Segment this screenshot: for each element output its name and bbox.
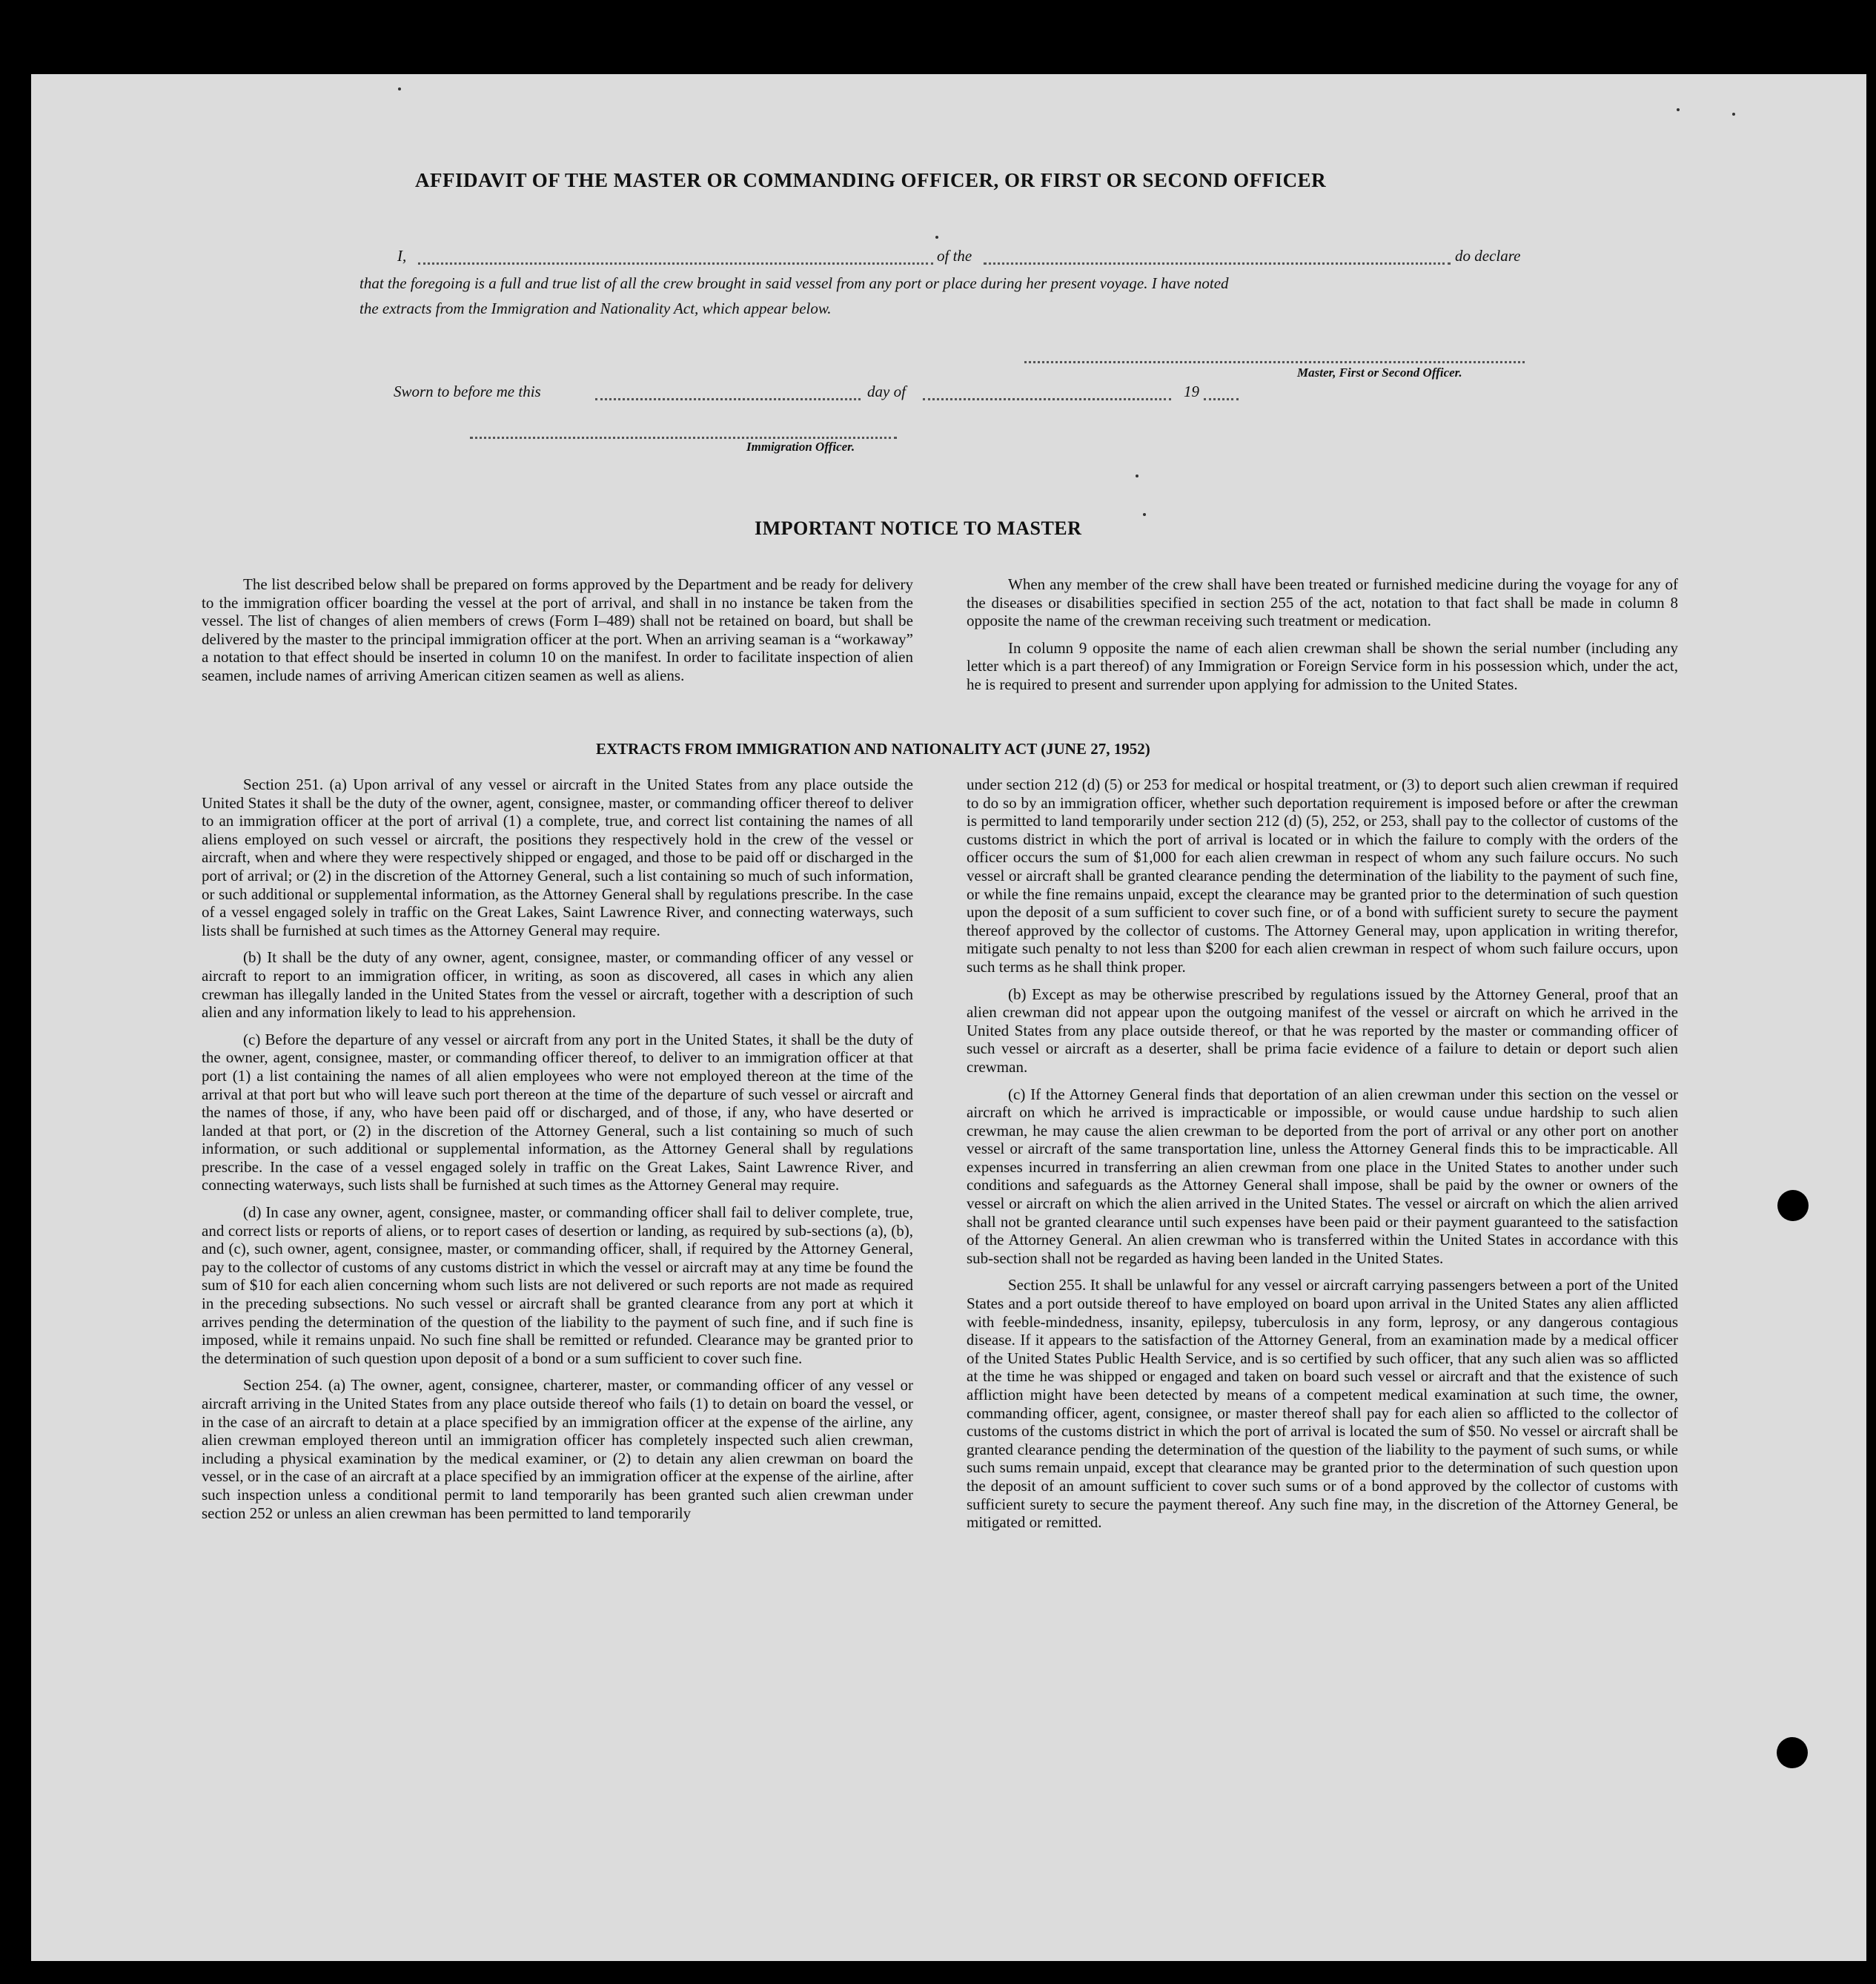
punch-hole bbox=[1777, 1190, 1809, 1221]
extracts-right-column bbox=[967, 776, 1678, 1541]
of-the-label: of the bbox=[937, 247, 972, 265]
notice-right-column bbox=[967, 575, 1678, 703]
punch-hole bbox=[1777, 1737, 1808, 1768]
notice-right-paragraph: In column 9 opposite the name of each alien crewman shall be shown the serial number (including any letter which is a part thereof) of any Immigration or Foreign Service form in his possession which, under the act, he is required to present and surrender upon applying for admission to the United States. bbox=[967, 638, 1678, 693]
extract-paragraph: (c) If the Attorney General finds that deportation of an alien crewman under this section on the vessel or aircraft on which he arrived is impracticable or impossible, or would cause undue hardship to such alien crewman, he may cause the alien crewman to be deported from the port of arrival or any other port on another vessel or aircraft of the same transportation line, unless the Attorney General finds this to be impracticable. All expenses incurred in transferring an alien crewman from one place in the United States to another under such conditions and safeguards as the Attorney General shall impose, shall be paid by the owner or owners of the vessel or aircraft on which the alien arrived in the United States. The vessel or aircraft on which the alien arrived shall not be granted clearance until such expenses have been paid or their payment guaranteed to the satisfaction of the Attorney General. An alien crewman who is transferred within the United States in accordance with this sub-section shall not be regarded as having been landed in the United States. bbox=[967, 1085, 1678, 1267]
extract-paragraph: Section 255. It shall be unlawful for any vessel or aircraft carrying passengers between a port of the United States and a port outside thereof to have employed on board upon arrival in the United States any alien afflicted with feeble-mindedness, insanity, epilepsy, tuberculosis in any form, leprosy, or any dangerous contagious disease. If it appears to the satisfaction of the Attorney General, from an examination made by a medical officer of the United States Public Health Service, and is so certified by such officer, that any such alien was so afflicted at the time he was shipped or engaged and taken on board such vessel or aircraft and that the existence of such affliction might have been detected by means of a competent medical examination at such time, the owner, commanding officer, agent, consignee, or master thereof shall pay for each alien so afflicted to the collector of customs of the customs district in which the port of arrival is located the sum of $50. No vessel or aircraft shall be granted clearance pending the determination of the question of the liability to the payment of such sums, or while such sums remain unpaid, except that clearance may be granted prior to the determination of such question upon the deposit of an amount sufficient to cover such sums or of a bond approved by the collector of customs with sufficient surety to secure the payment thereof. Any such fine may, in the discretion of the Attorney General, be mitigated or remitted. bbox=[967, 1276, 1678, 1532]
sworn-month-field[interactable] bbox=[923, 398, 1171, 400]
year-prefix: 19 bbox=[1184, 383, 1199, 400]
extracts-left-column bbox=[202, 776, 913, 1531]
extract-paragraph: (b) Except as may be otherwise prescribed by regulations issued by the Attorney General, proof that an alien crewman did not appear upon the outgoing manifest of the vessel or aircraft on which he arrived in the United States from any place outside thereof, or that he was reported by the master or commanding officer of such vessel or aircraft as a deserter, shall be prima facie evidence of a failure to detain or deport such alien crewman. bbox=[967, 985, 1678, 1076]
declare-i-label: I, bbox=[397, 247, 407, 265]
sworn-day-field[interactable] bbox=[595, 398, 861, 400]
sworn-label: Sworn to before me this bbox=[394, 383, 541, 400]
sworn-year-field[interactable] bbox=[1204, 398, 1239, 400]
affidavit-title: AFFIDAVIT OF THE MASTER OR COMMANDING OFFICER, OR FIRST OR SECOND OFFICER bbox=[415, 169, 1327, 191]
scan-speck bbox=[1136, 474, 1138, 477]
immigration-officer-label: Immigration Officer. bbox=[746, 440, 855, 454]
master-signature-line[interactable] bbox=[1024, 361, 1525, 363]
day-of-label: day of bbox=[867, 383, 906, 400]
extract-paragraph: (b) It shall be the duty of any owner, agent, consignee, master, or commanding officer of any vessel or aircraft to report to an immigration officer, in writing, as soon as discovered, all cases in which any alien crewman has illegally landed in the United States from the vessel or aircraft, together with a description of such alien and any information likely to lead to his apprehension. bbox=[202, 948, 913, 1022]
declaration-line-3: the extracts from the Immigration and Nationality Act, which appear below. bbox=[359, 300, 832, 317]
master-signature-label: Master, First or Second Officer. bbox=[1297, 366, 1462, 380]
notice-title: IMPORTANT NOTICE TO MASTER bbox=[755, 518, 1082, 539]
extract-paragraph: (d) In case any owner, agent, consignee, master, or commanding officer shall fail to deliver complete, true, and correct lists or reports of aliens, or to report cases of desertion or landing, as required by sub-sections (a), (b), and (c), such owner, agent, consignee, master, or commanding officer, shall, if required by the Attorney General, pay to the collector of customs of any customs district in which the vessel or aircraft may at any time be found the sum of $10 for each alien concerning whom such lists are not delivered or such reports are not made as required in the preceding subsections. No such vessel or aircraft shall be granted clearance from any port at which it arrives pending the determination of the question of the liability to the payment of such fine, and if such fine is imposed, while it remains unpaid. No such fine shall be remitted or refunded. Clearance may be granted prior to the determination of such question upon deposit of a bond or a sum sufficient to cover such fine. bbox=[202, 1203, 913, 1367]
extracts-title: EXTRACTS FROM IMMIGRATION AND NATIONALITY ACT (JUNE 27, 1952) bbox=[596, 740, 1150, 758]
notice-left-column bbox=[202, 575, 913, 694]
extract-paragraph: Section 254. (a) The owner, agent, consignee, charterer, master, or commanding officer of any vessel or aircraft arriving in the United States from any place outside thereof who fails (1) to detain on board the vessel, or in the case of an aircraft to detain at a place specified by an immigration officer at the expense of the airline, any alien crewman employed thereon until an immigration officer has completely inspected such alien crewman, including a physical examination by the medical examiner, or (2) to detain any alien crewman on board the vessel, or in the case of an aircraft at a place specified by an immigration officer at the expense of the airline, after such inspection unless a conditional permit to land temporarily has been granted such alien crewman under section 252 or unless an alien crewman has been permitted to land temporarily bbox=[202, 1376, 913, 1522]
declarant-name-field[interactable] bbox=[418, 262, 933, 265]
extract-paragraph: Section 251. (a) Upon arrival of any vessel or aircraft in the United States from any place outside the United States it shall be the duty of the owner, agent, consignee, master, or commanding officer thereof to deliver to an immigration officer at the port of arrival (1) a complete, true, and correct list containing the names of all aliens employed on such vessel or aircraft, the positions they respectively hold in the crew of the vessel or aircraft, when and where they were respectively shipped or engaged, and those to be paid off or discharged in the port of arrival; or (2) in the discretion of the Attorney General, such a list containing so much of such information, or such additional or supplemental information, as the Attorney General shall by regulations prescribe. In the case of a vessel engaged solely in traffic on the Great Lakes, Saint Lawrence River, and connecting waterways, such lists shall be furnished at such times as the Attorney General may require. bbox=[202, 776, 913, 939]
extract-paragraph: (c) Before the departure of any vessel or aircraft from any port in the United States, it shall be the duty of the owner, agent, consignee, master, or commanding officer thereof, to deliver to an immigration officer at that port (1) a list containing the names of all alien employees who were not employed thereon at the time of the arrival at that port but who will leave such port thereon at the time of the departure of such vessel or aircraft and the names of those, if any, who have been paid off or discharged, and of those, if any, who have deserted or landed at that port, or (2) in the discretion of the Attorney General, such a list containing so much of such information, or such additional or supplemental information, as the Attorney General shall by regulations prescribe. In the case of a vessel engaged solely in traffic on the Great Lakes, Saint Lawrence River, and connecting waterways, such lists shall be furnished at such times as the Attorney General may require. bbox=[202, 1030, 913, 1194]
scan-speck bbox=[935, 236, 938, 239]
scan-speck bbox=[1677, 108, 1680, 111]
scan-speck bbox=[1143, 513, 1146, 516]
vessel-name-field[interactable] bbox=[984, 262, 1451, 265]
scan-speck bbox=[1732, 113, 1735, 116]
document-page bbox=[31, 74, 1866, 1961]
extract-paragraph: under section 212 (d) (5) or 253 for medical or hospital treatment, or (3) to deport such alien crewman if required to do so by an immigration officer, whether such deportation requirement is imposed before or after the crewman is permitted to land temporarily under section 212 (d) (5), 252, or 253, shall pay to the collector of customs of the customs district in which the port of arrival is located or in which the failure to comply with the orders of the officer occurs the sum of $1,000 for each alien crewman in respect of whom any such failure occurs. No such vessel or aircraft shall be granted clearance pending the determination of the liability to the payment of such fine, or while the fine remains unpaid, except the clearance may be granted prior to the determination of such question upon the deposit of a sum sufficient to cover such fine, or of a bond with sufficient surety to secure the payment thereof approved by the collector of customs. The Attorney General may, upon application in writing therefor, mitigate such penalty to not less than $200 for each alien crewman in respect of whom such failure occurs, upon such terms as he shall think proper. bbox=[967, 776, 1678, 976]
scan-speck bbox=[398, 87, 401, 90]
declaration-line-2: that the foregoing is a full and true list of all the crew brought in said vessel from any port or place during her present voyage. I have noted bbox=[359, 274, 1229, 292]
notice-left-paragraph: The list described below shall be prepared on forms approved by the Department and be ready for delivery to the immigration officer boarding the vessel at the port of arrival, and shall in no instance be taken from the vessel. The list of changes of alien members of crews (Form I–489) shall not be retained on board, but shall be delivered by the master to the principal immigration officer at the port. When an arriving seaman is a “workaway” a notation to that effect should be inserted in column 10 on the manifest. In order to facilitate inspection of alien seamen, include names of arriving American citizen seamen as well as aliens. bbox=[202, 575, 913, 684]
notice-right-paragraph: When any member of the crew shall have been treated or furnished medicine during the voyage for any of the diseases or disabilities specified in section 255 of the act, notation to that fact shall be made in column 8 opposite the name of the crewman receiving such treatment or medication. bbox=[967, 575, 1678, 630]
do-declare-label: do declare bbox=[1455, 247, 1521, 265]
immigration-officer-signature-line[interactable] bbox=[470, 437, 897, 439]
